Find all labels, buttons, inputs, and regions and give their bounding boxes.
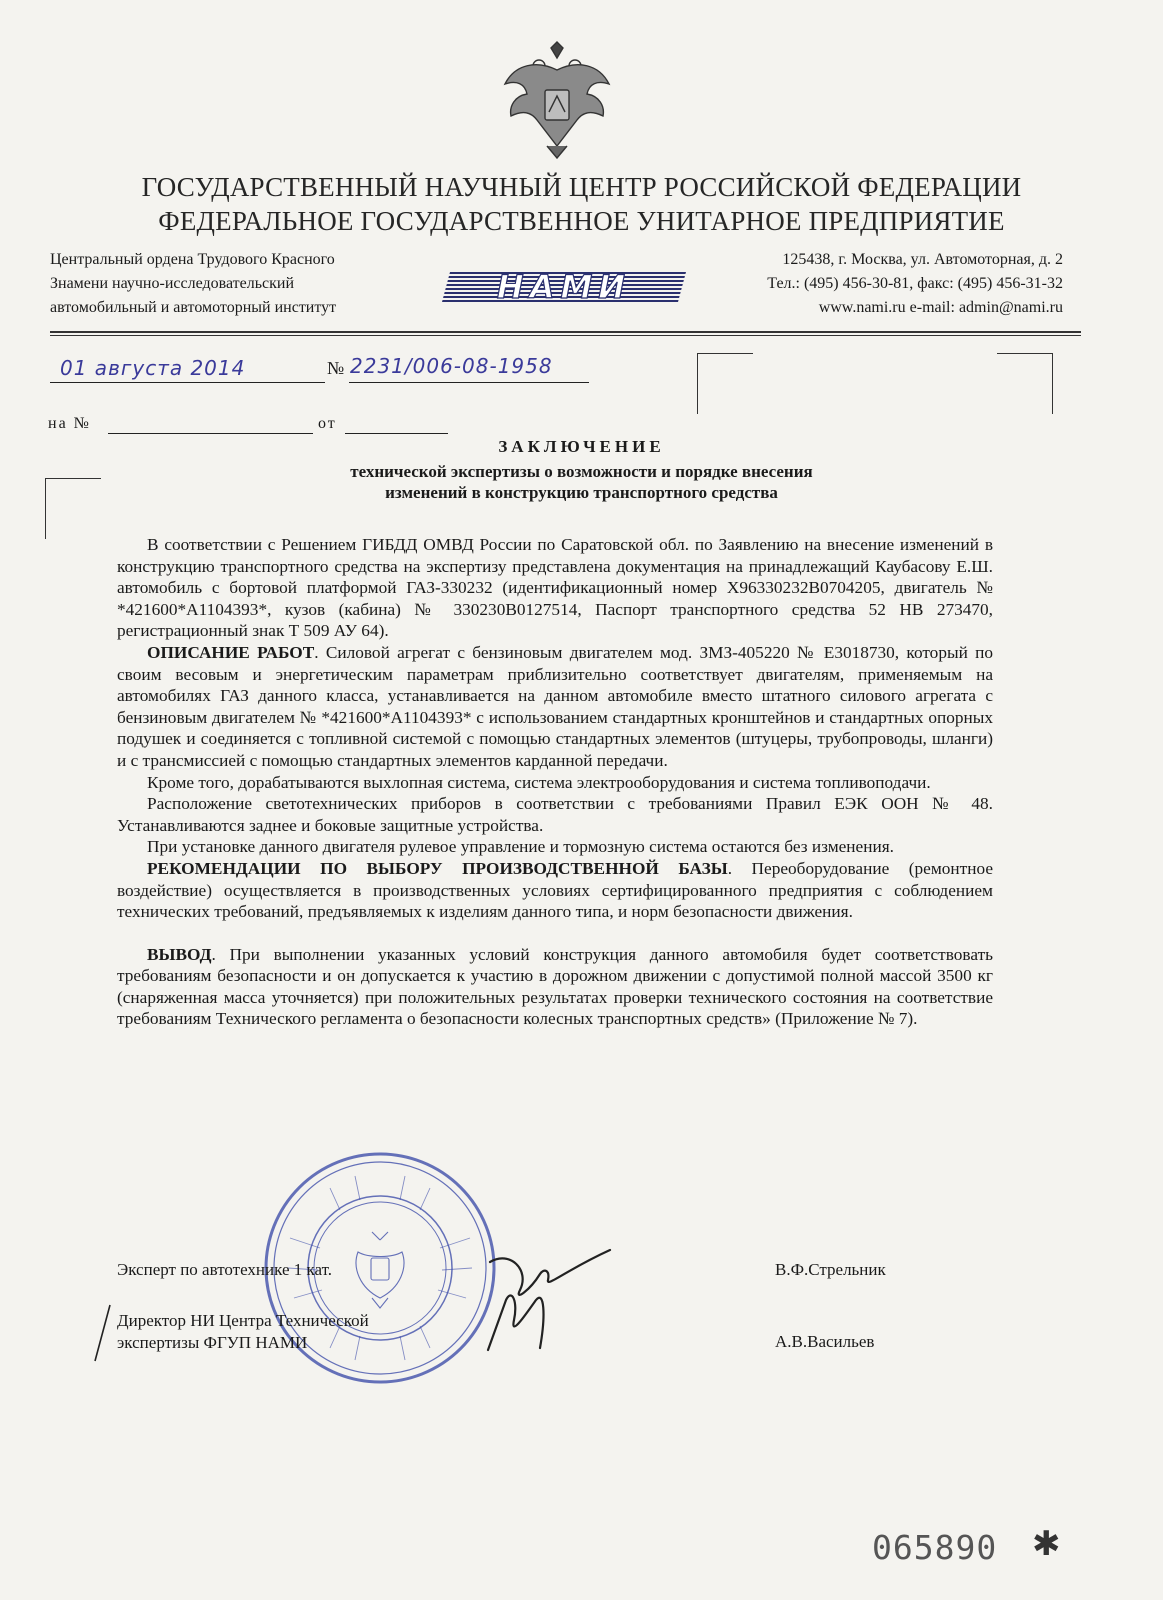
director-name: А.В.Васильев	[775, 1332, 875, 1351]
paragraph-intro: В соответствии с Решением ГИБДД ОМВД России по Саратовской обл. по Заявлению на внесение изменений в конструкцию транспортного средства на экспертизу представлена документация на принадлежащий Каубасову Е.Ш. автомобиль с бортовой платформой ГАЗ-330232 (идентификационный номер X96330232B0704205, двигатель № *421600*А1104393*, кузов (кабина) № 330230В0127514, Паспорт транспортного средства 52 НВ 273470, регистрационный знак Т 509 АУ 64).	[117, 535, 993, 641]
phone-line: Тел.: (495) 456-30-81, факс: (495) 456-31-32	[767, 275, 1063, 292]
margin-slash-mark	[92, 1303, 112, 1363]
paragraph-text: . Переоборудование (ремонтное воздействие) осуществляется в производственных условиях сертифицированного предприятия с соблюдением технических требований, предъявляемых к изделиям данного типа, и норм безопасности движения.	[117, 858, 993, 922]
paragraph-steering: При установке данного двигателя рулевое управление и тормозную система остаются без изменения.	[147, 837, 894, 857]
paragraph-text: . Силовой агрегат с бензиновым двигателем мод. ЗМЗ-405220 № Е3018730, который по своим весовым и энергетическим параметрам приблизительно соответствует двигателям, применяемым на автомобилях ГАЗ данного класса, устанавливается на данном автомобиле вместо штатного силового агрегата с бензиновым двигателем № *421600*А1104393* с использованием стандартных кронштейнов и стандартных опорных подушек и соединяется с топливной системой с помощью стандартных элементов (штуцеры, трубопроводы, шланги) и с трансмиссией с помощью стандартных элементов карданной передачи.	[117, 642, 993, 770]
institute-line: автомобильный и автомоторный институт	[50, 299, 337, 316]
address-corner-mark	[997, 353, 1053, 414]
coat-of-arms-emblem	[497, 40, 617, 160]
handwritten-number: 2231/006-08-1958	[350, 354, 553, 378]
from-label: от	[318, 415, 337, 432]
section-heading: ОПИСАНИЕ РАБОТ	[147, 642, 315, 662]
signature-scribble	[470, 1230, 630, 1370]
institute-line: Центральный ордена Трудового Красного	[50, 251, 335, 268]
institute-line: Знамени научно-исследовательский	[50, 275, 295, 292]
header-divider	[50, 331, 1081, 333]
serial-number: 065890	[872, 1528, 998, 1567]
paragraph-lighting: Расположение светотехнических приборов в соответствии с требованиями Правил ЕЭК ООН № 48. Устанавливаются заднее и боковые защитные устройства.	[117, 794, 993, 835]
reply-to-label: на №	[48, 415, 91, 432]
asterisk-mark-icon: ✱	[1032, 1526, 1061, 1563]
section-heading: РЕКОМЕНДАЦИИ ПО ВЫБОРУ ПРОИЗВОДСТВЕННОЙ БАЗЫ	[147, 858, 728, 878]
header-divider	[50, 335, 1081, 336]
director-title-line: Директор НИ Центра Технической	[117, 1311, 369, 1330]
institute-name	[50, 248, 336, 320]
section-heading: ВЫВОД	[147, 944, 212, 964]
header-title-line2: ФЕДЕРАЛЬНОЕ ГОСУДАРСТВЕННОЕ УНИТАРНОЕ ПРЕДПРИЯТИЕ	[158, 206, 1005, 236]
paragraph-conclusion	[117, 944, 993, 1030]
from-field	[345, 415, 448, 434]
paragraph-modifications: Кроме того, дорабатываются выхлопная система, система электрооборудования и система топливоподачи.	[147, 772, 931, 792]
web-email-line: www.nami.ru e-mail: admin@nami.ru	[818, 299, 1063, 316]
nami-logo	[436, 268, 692, 306]
reply-to-field	[108, 415, 313, 434]
handwritten-date: 01 августа 2014	[60, 356, 246, 380]
document-body	[117, 534, 993, 1030]
paragraph-recommendations	[117, 858, 993, 923]
document-title: ЗАКЛЮЧЕНИЕ	[498, 437, 665, 456]
paragraph-text: . При выполнении указанных условий конструкция данного автомобиля будет соответствовать требованиям безопасности и он допускается к участию в дорожном движении с допустимой полной массой 3500 кг (снаряженная масса уточняется) при положительных результатах проверки технического состояния на соответствие требованиям Технического регламента о безопасности колесных транспортных средств» (Приложение № 7).	[117, 944, 993, 1029]
director-title-line: экспертизы ФГУП НАМИ	[117, 1333, 308, 1352]
logo-text: НАМИ	[496, 268, 632, 306]
document-subtitle	[0, 461, 1163, 503]
expert-name: В.Ф.Стрельник	[775, 1260, 886, 1279]
address-line: 125438, г. Москва, ул. Автомоторная, д. 2	[782, 251, 1063, 268]
subtitle-line: технической экспертизы о возможности и порядке внесения	[350, 462, 813, 481]
paragraph-work-description	[117, 642, 993, 772]
header-title-line1: ГОСУДАРСТВЕННЫЙ НАУЧНЫЙ ЦЕНТР РОССИЙСКОЙ ФЕДЕРАЦИИ	[141, 172, 1022, 202]
number-sign: №	[327, 358, 345, 378]
subtitle-line: изменений в конструкцию транспортного средства	[385, 483, 778, 502]
expert-title: Эксперт по автотехнике 1 кат.	[117, 1260, 333, 1279]
director-title	[117, 1310, 369, 1354]
address-corner-mark	[697, 353, 753, 414]
contact-info	[767, 248, 1063, 320]
